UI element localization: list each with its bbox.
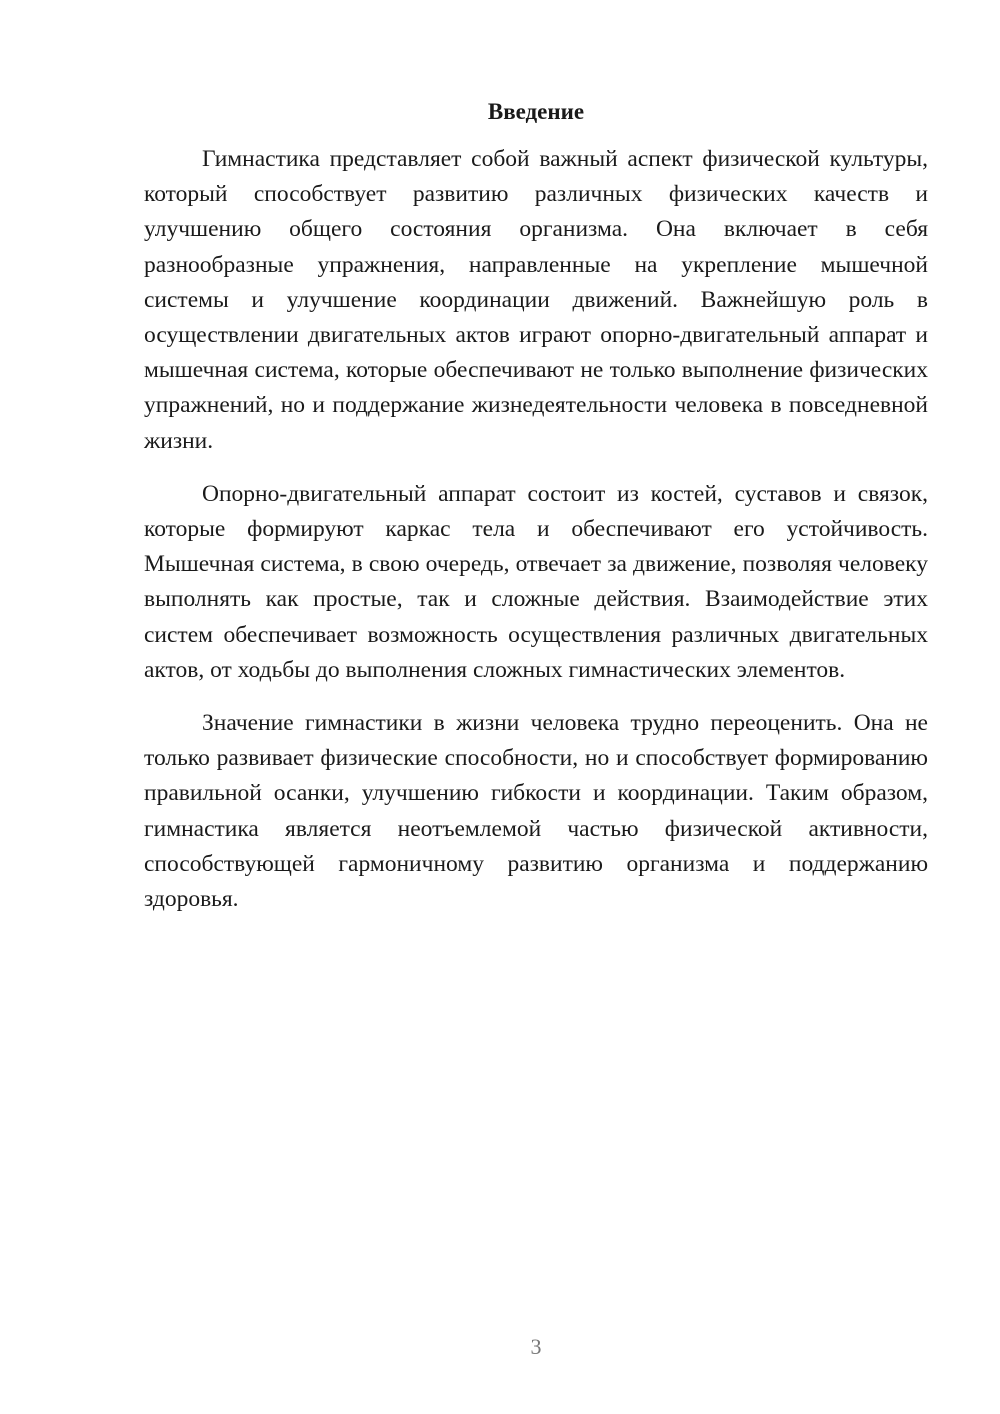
- paragraph-1: Гимнастика представляет собой важный аспект физической культуры, который способствует развитию различных физических качеств и улучшению общего состояния организма. Она включает в себя разнообразные упражнения, направленные на укрепление мышечной системы и улучшение координации движений. Важнейшую роль в осуществлении двигательных актов играют опорно-двигательный аппарат и мышечная система, которые обеспечивают не только выполнение физических упражнений, но и поддержание жизнедеятельности человека в повседневной жизни.: [144, 146, 928, 454]
- paragraph-2: Опорно-двигательный аппарат состоит из костей, суставов и связок, которые формируют каркас тела и обеспечивают его устойчивость. Мышечная система, в свою очередь, отвечает за движение, позволяя человеку выполнять как простые, так и сложные действия. Взаимодействие этих систем обеспечивает возможность осуществления различных двигательных актов, от ходьбы до выполнения сложных гимнастических элементов.: [144, 480, 928, 683]
- page-number: 3: [530, 1334, 542, 1359]
- body-text: [144, 142, 928, 935]
- paragraph-3: Значение гимнастики в жизни человека трудно переоценить. Она не только развивает физические способности, но и способствует формированию правильной осанки, улучшению гибкости и координации. Таким образом, гимнастика является неотъемлемой частью физической активности, способствующей гармоничному развитию организма и поддержанию здоровья.: [144, 710, 928, 913]
- section-heading: Введение: [487, 99, 585, 124]
